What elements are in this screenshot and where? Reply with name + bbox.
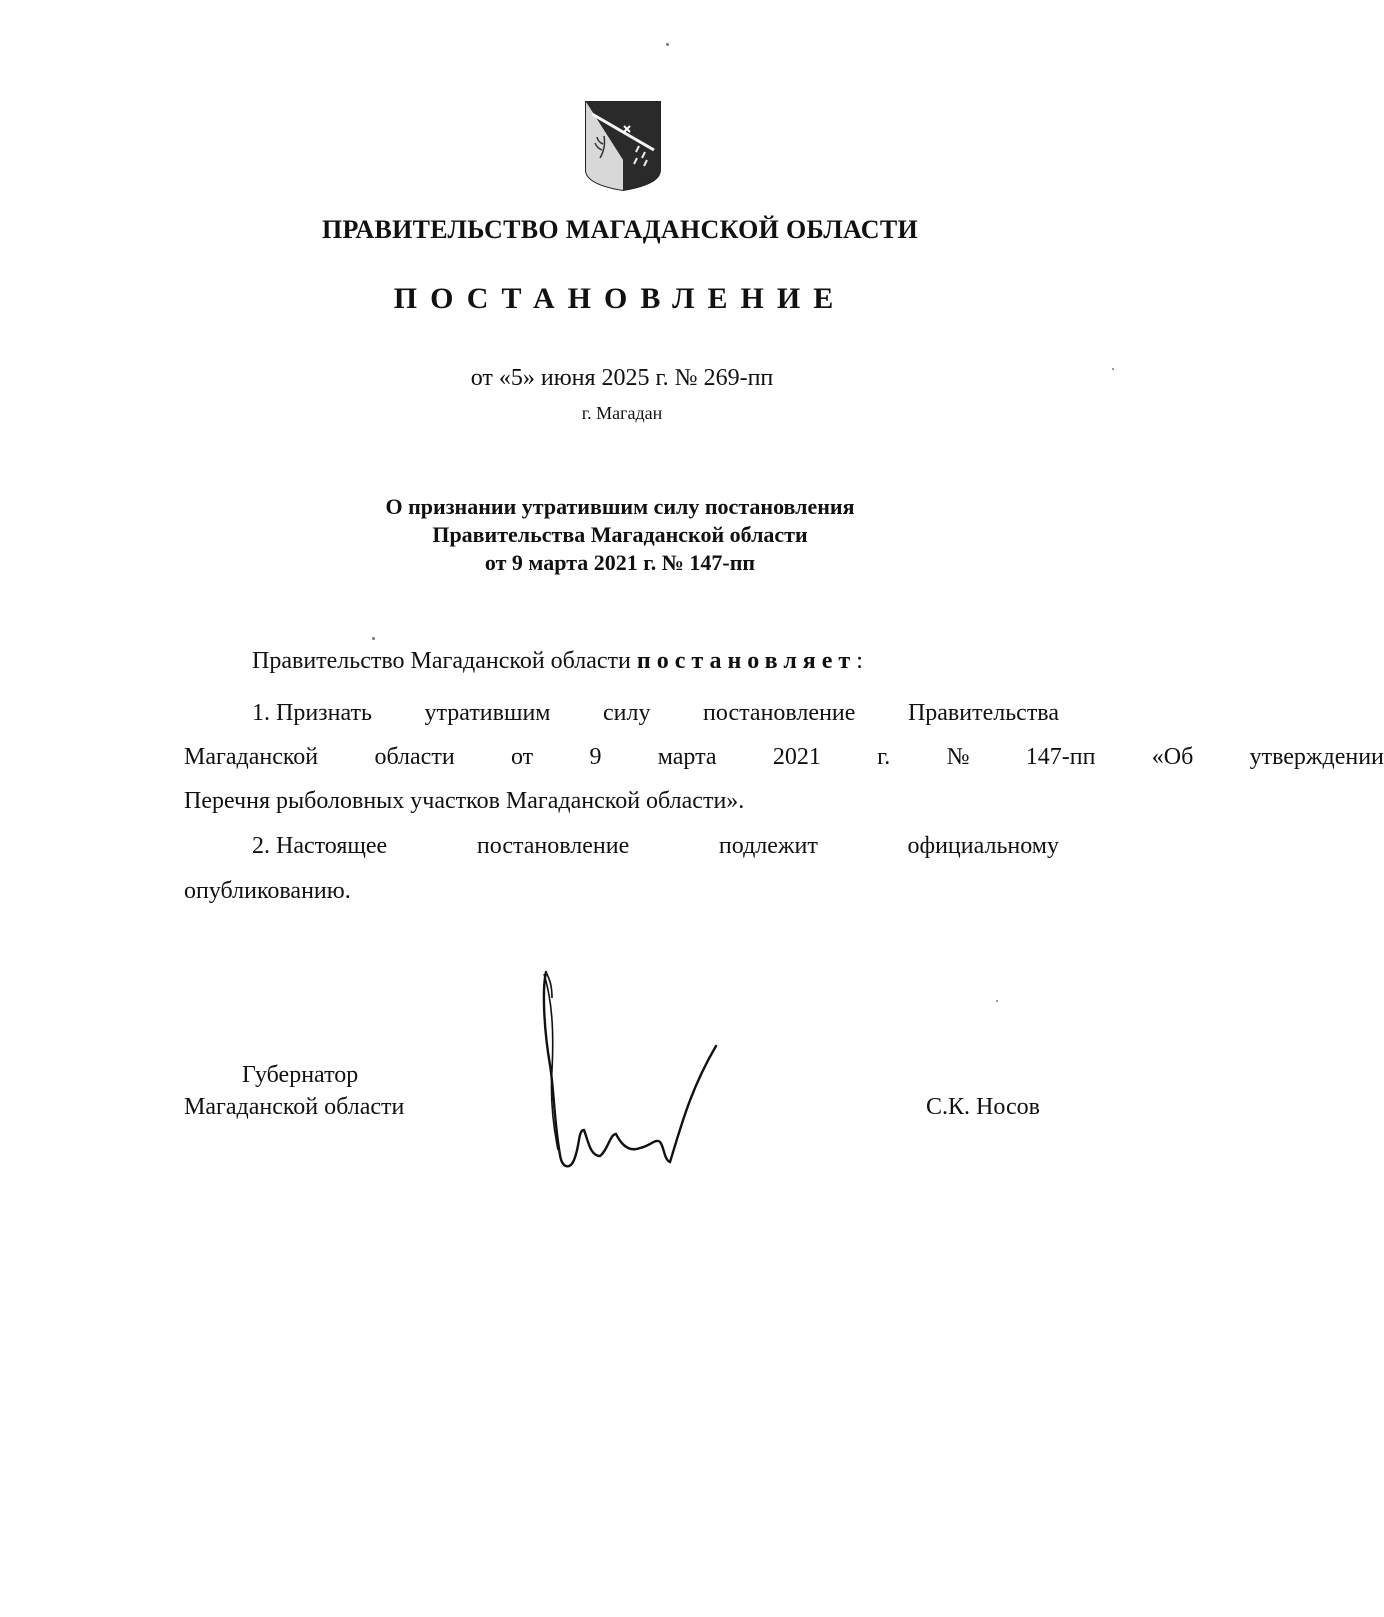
word: силу (603, 700, 651, 726)
scan-speck (996, 1000, 998, 1002)
word: подлежит (718, 833, 818, 859)
word: постановление (476, 833, 630, 859)
word: г. (877, 744, 891, 770)
subject-line-3: от 9 марта 2021 г. № 147-пп (484, 550, 756, 575)
scan-speck (666, 43, 669, 46)
signer-position-line-1: Губернатор (242, 1062, 359, 1088)
word: Правительства (907, 700, 1059, 726)
word: 9 (589, 744, 602, 770)
document-city: г. Магадан (581, 403, 663, 423)
scan-speck (1112, 368, 1114, 370)
document-date-number: от «5» июня 2025 г. № 269-пп (470, 365, 774, 391)
item-2-line-2: опубликованию. (184, 878, 351, 904)
document-type: ПОСТАНОВЛЕНИЕ (393, 282, 847, 315)
signer-position-line-2: Магаданской области (184, 1094, 405, 1120)
organization-title: ПРАВИТЕЛЬСТВО МАГАДАНСКОЙ ОБЛАСТИ (321, 215, 919, 244)
item-1-line-1 (252, 700, 1059, 727)
item-2-line-1 (252, 833, 1059, 860)
subject-line-1: О признании утратившим силу постановления (385, 494, 855, 519)
word: 2021 (772, 744, 821, 770)
preamble (252, 648, 863, 675)
preamble-decision-word: постановляет (636, 648, 857, 674)
word: 147-пп (1025, 744, 1096, 770)
word: утверждении (1249, 744, 1384, 770)
word: постановление (703, 700, 856, 726)
signature-image (540, 970, 740, 1180)
word: № (946, 744, 970, 770)
subject-line-2: Правительства Магаданской области (432, 522, 808, 547)
word: утратившим (424, 700, 551, 726)
word: официальному (907, 833, 1059, 859)
scan-speck (372, 637, 375, 640)
coat-of-arms-icon (584, 100, 662, 192)
item-1-line-3: Перечня рыболовных участков Магаданской области». (184, 788, 745, 814)
preamble-colon: : (856, 648, 863, 674)
word: марта (657, 744, 717, 770)
word: 2. Настоящее (252, 833, 388, 859)
item-1-line-2 (184, 744, 1384, 771)
word: 1. Признать (252, 700, 372, 726)
word: Магаданской (184, 744, 319, 770)
word: «Об (1151, 744, 1194, 770)
word: области (374, 744, 455, 770)
word: от (510, 744, 534, 770)
preamble-text: Правительство Магаданской области (252, 648, 631, 674)
signer-name: С.К. Носов (926, 1094, 1040, 1120)
